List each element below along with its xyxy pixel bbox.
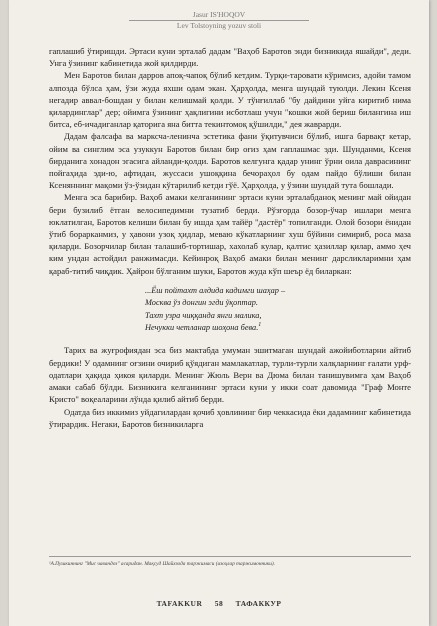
paragraph: Дадам фалсафа ва марксча-ленинча эстетика фани ўқитувчиси бўлиб, ишга барвақт кетар, ойим ва синглим эса узуккун Баротов билан бир оғиз ҳам гаплашмас эди. Шунданми, Ксеня бирданига хонадон эгасига айланди-қолди. Баротов келгунга қадар унинг ўрни оила даврасининг пойгаҳида эди-ю, афтидан, жуссаси ушоққина бечораҳол бу одам пайдо бўлиши билан Ксеняннинг мақоми ўз-ўзидан кўтарилиб кетди гўё. Ҳарҳолда, у ўзини шундай тута бошлади. — [49, 131, 411, 191]
header-author: Jasur IS'HOQOV — [192, 10, 246, 19]
paragraph: Мен Баротов билан дарров апоқ-чапоқ бўлиб кетдим. Турқи-таровати кўримсиз, адойи тамом алпозда бўлса ҳам, ўзи жуда яхши одам экан. Ҳарҳолда, менга шундай туюлди. Лекин Ксеня негадир аввал-бошдан у билан келишмай қолди. У тўнғиллаб "бу дайдини уйга киритиб нима қилардинглар" дер; ойимга ўзининг ҳақлигини исботлаш учун "кошки жой бериш билангина иш битса, еб-ичадиганлар қаторига яна битта текинтомоқ қўшилди," дея жаврарди. — [49, 70, 411, 130]
page-number: 58 — [214, 599, 224, 608]
paragraph: Одатда биз иккимиз уйдагилардан қочиб ҳовлининг бир чеккасида ёки дадамнинг кабинетида ўтирардик. Негаки, Баротов бизникиларга — [49, 406, 411, 429]
paragraph: Тарих ва жуғрофиядан эса биз мактабда умуман эшитмаган шундай ажойиботларни айтиб бердики! У одамнинг оғзини очириб қўядиган мамлакатлар, турли-турли халқларнинг ғалати урф-одатлари ҳақида ҳикоя қиларди. Менинг Жюль Верн ва Дюма билан танишувимга ҳам Ваҳоб амаки сабаб бўлди. Бизникига келганининг эртаси куни у икки соат давомида "Граф Монте Кристо" воқеаларини лўнда қилиб айтиб берди. — [49, 345, 411, 405]
footer-right: ТАФАККУР — [235, 599, 282, 608]
header-article-title: Lev Tolstoyning yozuv stoli — [176, 21, 262, 30]
paragraph: Менга эса барибир. Ваҳоб амаки келганининг эртаси куни эрталабданоқ менинг май ойидан бери бузилиб ётган велосипедимни тузатиб берди. Рўзғорда бозор-ўчар ишлари менга юклатилган, Баротов келиши билан бу ишда ҳам тайёр "дастёр" топилганди. Олой бозори ёнидан ўтиб борарканмиз, у ҳавони узоқ ҳидлар, меваю кўкатларнинг хуш бўйини симириб, роса маза қиларди. Бозорчилар билан талашиб-тортишар, хахолаб кулар, қалтис ҳазиллар қилар, аммо ҳеч ким ундан астойдил ранжимасди. Кейинроқ Ваҳоб амаки билан менинг дарсликларимни ҳам қараб-титиб чиқдик. Ҳайрон бўлганим шуки, Баротов жуда кўп шеър ёд биларкан: — [49, 192, 411, 276]
poem-quote — [145, 285, 411, 335]
footer-left: TAFAKKUR — [156, 599, 203, 608]
article-body — [49, 45, 411, 430]
poem-line-text: Нечукки четланар шоҳона бева. — [145, 323, 259, 333]
footnote: ¹А.Пушкиннинг "Мис чавандоз" асаридан. Мақсуд Шайхзода таржимаси (изоҳлар таржимонники). — [49, 561, 275, 567]
poem-line: ...Ёш пойтахт алдида кадимги шаҳар – — [145, 285, 286, 295]
poem-line: Тахт узра чиққанда янги малика, — [145, 310, 262, 320]
poem-line: Москва ўз донгин эгди ўқоптар. — [145, 298, 258, 308]
footnote-mark: 1 — [258, 322, 262, 329]
page-footer — [9, 599, 429, 608]
footnote-divider — [49, 556, 411, 557]
document-page — [9, 0, 429, 626]
paragraph: гаплашиб ўтиришди. Эртаси куни эрталаб дадам "Ваҳоб Баротов энди бизникида яшайди", деди. Унга ўзининг кабинетида жой қилдирди. — [49, 46, 411, 69]
running-header — [9, 10, 429, 30]
poem-line — [145, 322, 411, 334]
